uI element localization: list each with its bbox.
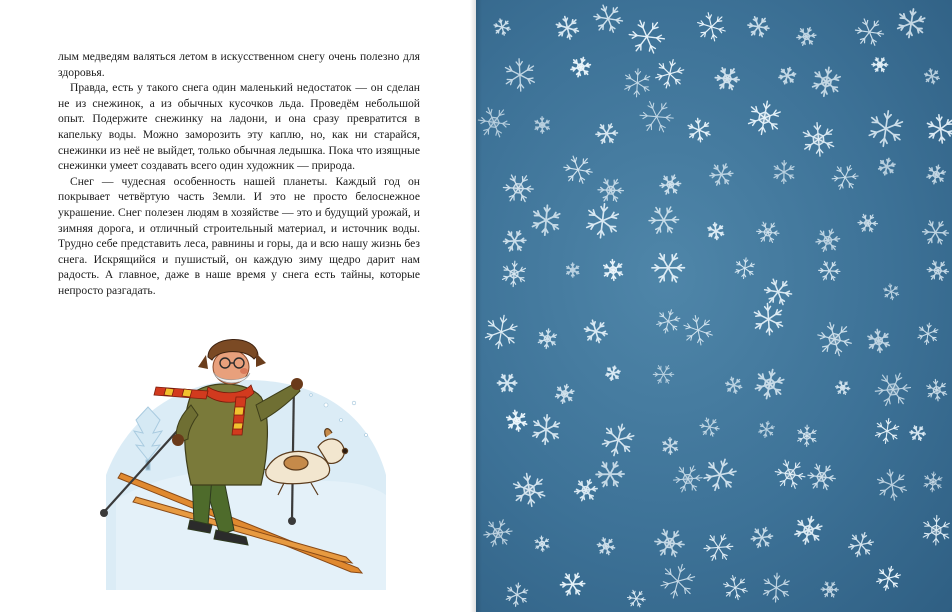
snowflake: [648, 247, 689, 289]
snowflake: [881, 282, 901, 301]
snowflake: [654, 529, 686, 557]
snowflake: [562, 155, 595, 185]
snowflake: [526, 201, 565, 240]
snowflake: [564, 261, 582, 278]
snowflake: [797, 119, 840, 159]
snowflake: [871, 415, 904, 447]
snowflake: [806, 463, 836, 490]
snowflake: [794, 24, 819, 49]
snowflake: [598, 179, 624, 202]
snowflake: [757, 569, 795, 606]
snowflake-pattern: [476, 0, 952, 612]
snowflake: [532, 534, 552, 553]
snowflake: [873, 467, 911, 503]
snowflake: [503, 175, 534, 202]
body-text: [58, 49, 420, 299]
pole-basket: [100, 509, 108, 517]
snowflake: [592, 4, 624, 33]
skier-illustration: [96, 325, 396, 590]
snowflake: [746, 16, 770, 37]
snowflake: [509, 471, 550, 510]
snowflake: [479, 310, 523, 354]
snowflake-pattern-page: [476, 0, 952, 612]
snowflake: [568, 54, 594, 80]
snowflake: [731, 255, 758, 282]
snowflake: [552, 381, 577, 406]
snowflake: [769, 158, 799, 187]
snowflake: [828, 160, 862, 194]
snowflake: [814, 320, 855, 357]
snowflake: [497, 258, 530, 290]
snowflake: [773, 459, 807, 490]
snowflake: [553, 15, 581, 41]
snowflake: [655, 558, 701, 604]
snowflake: [705, 221, 726, 241]
right-glove: [291, 378, 303, 390]
snowflake: [500, 226, 528, 255]
snowflake: [600, 257, 627, 282]
snowflake: [756, 222, 780, 243]
snowflake: [923, 112, 952, 146]
snowflake: [756, 419, 778, 440]
snowflake: [920, 469, 946, 495]
snowflake: [498, 375, 517, 392]
snowflake: [680, 313, 717, 347]
snowflake: [858, 214, 878, 232]
snowflake: [749, 300, 789, 338]
snowflake: [909, 426, 926, 441]
snowflake: [597, 419, 640, 462]
snowflake: [706, 159, 736, 190]
snowflake: [684, 116, 714, 144]
left-glove: [172, 434, 184, 446]
snowflake: [864, 327, 893, 354]
snowflake: [872, 58, 888, 72]
snowflake: [926, 260, 949, 281]
snowflake: [700, 528, 737, 566]
snowflake: [694, 11, 729, 43]
snowflake: [862, 105, 909, 151]
snowflake: [604, 364, 623, 383]
snowflake: [714, 67, 740, 90]
snowflake: [593, 120, 620, 148]
snowflake: [582, 319, 609, 344]
pole-basket: [288, 517, 296, 525]
snowflake: [699, 417, 721, 437]
snowflake: [807, 63, 846, 101]
snowflake: [818, 261, 840, 280]
snowflake: [619, 65, 656, 101]
snowflake: [627, 19, 666, 54]
snowflake: [669, 460, 706, 498]
snowflake: [492, 18, 512, 36]
snowflake: [748, 523, 776, 551]
snowflake: [504, 409, 530, 433]
snowflake: [527, 411, 566, 449]
snowflake: [532, 115, 553, 135]
snowflake: [571, 475, 600, 505]
snowflake: [699, 453, 742, 496]
book-gutter: [470, 0, 482, 612]
snowflake: [593, 456, 628, 492]
snowflake: [639, 101, 675, 133]
snowflake: [870, 366, 915, 412]
snowflake: [917, 512, 952, 549]
snowflake: [724, 376, 744, 394]
snowflake: [720, 574, 750, 602]
snowflake: [844, 528, 877, 561]
snowflake: [776, 65, 798, 87]
snowflake: [596, 537, 616, 555]
snowflake: [854, 18, 886, 46]
snowflake: [923, 377, 950, 403]
snowflake: [763, 278, 794, 305]
snowflake: [659, 436, 680, 457]
paragraph-2: Правда, есть у такого снега один маленький недостаток — он сделан не из снежинок, а из обычных кусочков льда. Проведём небольшой опыт. Подержите снежинку на ладони, и она сразу превратится в капельку воды. Можно заморозить эту каплю, но, как ни старайся, снежинки из неё не выйдет, только обычная ледышка. Пока что изящные снежинки умеет создавать всего один художник — природа.: [58, 81, 420, 173]
snowflake: [922, 221, 949, 245]
paragraph-1: лым медведям валяться летом в искусственном снегу очень полезно для здоровья.: [58, 50, 420, 79]
snowflake: [750, 365, 789, 404]
snowflake: [502, 580, 533, 610]
snowflake: [924, 162, 949, 187]
snowflake: [821, 582, 839, 597]
snowflake: [479, 514, 516, 552]
snowflake: [652, 306, 684, 338]
snowflake: [627, 590, 647, 608]
snowflake: [651, 361, 677, 388]
snowflake: [657, 171, 684, 198]
snowflake: [923, 68, 941, 85]
snowflake: [876, 156, 898, 178]
snowflake: [790, 512, 827, 549]
snowflake: [742, 96, 787, 140]
snowflake: [872, 562, 904, 594]
snowflake: [835, 381, 851, 395]
snowflake: [645, 201, 682, 240]
paragraph-3: Снег — чудесная особенность нашей планеты. Каждый год он покрывает четвёртую часть Земли. И это не просто белоснежное украшение. Снег полезен людям в хозяйстве — это и будущий урожай, и зимняя дорога, и отличный строительный материал, и источник воды. Трудно себе представить леса, равнины и горы, да и всю нашу жизнь без снега. Искрящийся и пушистый, он каждую зиму щедро дарит нам радость. А главное, даже в наше время у снега есть тайны, которые непросто разгадать.: [58, 174, 420, 297]
snowflake: [557, 568, 588, 600]
snowflake: [580, 199, 625, 243]
snowflake: [892, 4, 930, 42]
snowflake: [651, 55, 689, 93]
snowflake: [812, 225, 843, 256]
snowflake: [914, 320, 942, 348]
snowflake: [534, 326, 560, 351]
snowflake: [499, 55, 541, 95]
snowflake: [793, 422, 821, 449]
